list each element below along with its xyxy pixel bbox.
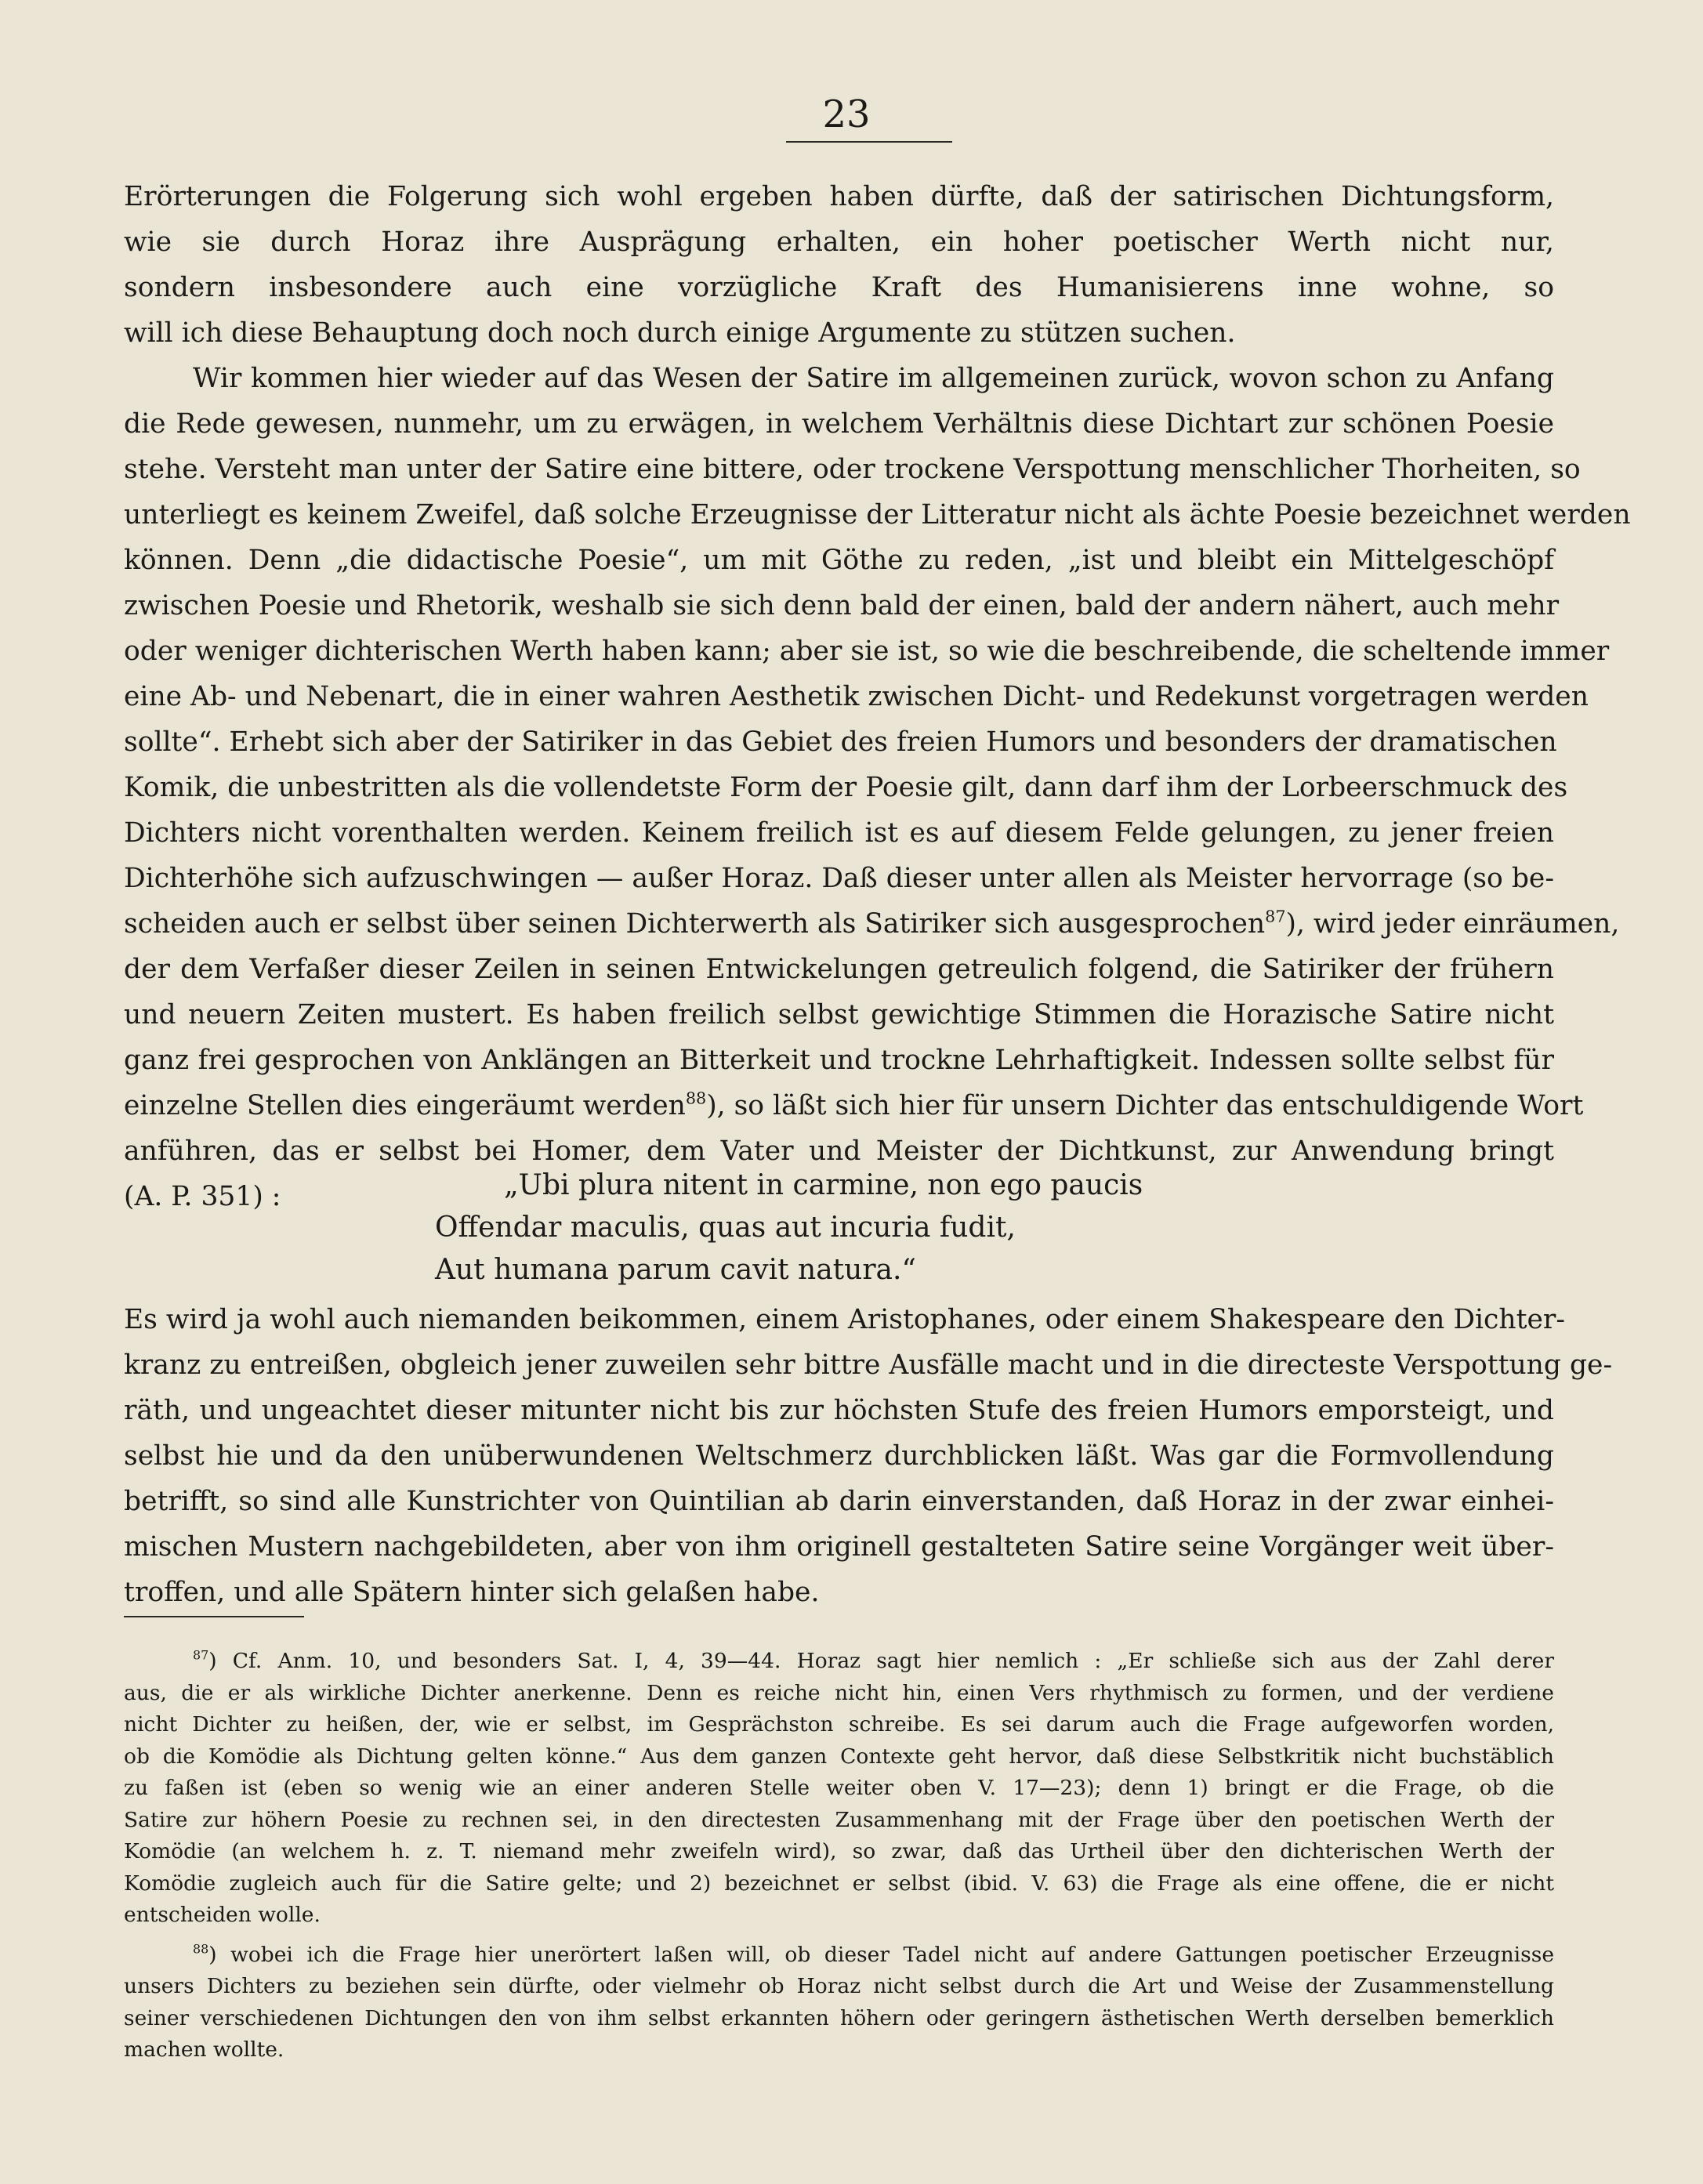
footnote-ref-88[interactable]: 88: [685, 1088, 707, 1108]
text-line: sollte“. Erhebt sich aber der Satiriker in das Gebiet des freien Humors und besonders der dramatischen: [124, 726, 1557, 758]
text-segment: ), so läßt sich hier für unsern Dichter das entschuldigende Wort: [706, 1090, 1584, 1121]
text-line: Dichters nicht vorenthalten werden. Keinem freilich ist es auf diesem Felde gelungen, zu jener freien: [124, 817, 1554, 849]
footnotes: [124, 1646, 1554, 2066]
quote-line: „Ubi plura nitent in carmine, non ego paucis: [504, 1169, 1143, 1201]
footnote-line: Komödie zugleich auch für die Satire gelte; und 2) bezeichnet er selbst (ibid. V. 63) die Frage als eine offene, die er nicht: [124, 1871, 1554, 1896]
footnote-line: unsers Dichters zu beziehen sein dürfte, oder vielmehr ob Horaz nicht selbst durch die Art und Weise der Zusammenstellung: [124, 1974, 1554, 1998]
footnote-line: aus, die er als wirkliche Dichter anerkenne. Denn es reiche nicht hin, einen Vers rhythmisch zu formen, und der verdiene: [124, 1680, 1554, 1705]
page-number-rule: [786, 141, 952, 143]
text-line: kranz zu entreißen, obgleich jener zuweilen sehr bittre Ausfälle macht und in die directeste Verspottung ge-: [124, 1349, 1613, 1381]
text-segment: scheiden auch er selbst über seinen Dichterwerth als Satiriker sich ausgesprochen: [124, 908, 1266, 940]
text-segment: ), wird jeder einräumen,: [1285, 908, 1620, 940]
text-line: räth, und ungeachtet dieser mitunter nicht bis zur höchsten Stufe des freien Humors emporsteigt, und: [124, 1395, 1554, 1426]
footnote-line: seiner verschiedenen Dichtungen den von ihm selbst erkannten höhern oder geringern ästhetischen Werth derselben bemerklich: [124, 2005, 1554, 2030]
text-line: die Rede gewesen, nunmehr, um zu erwägen, in welchem Verhältnis diese Dichtart zur schönen Poesie: [124, 408, 1554, 440]
footnote-ref-87[interactable]: 87: [1265, 907, 1286, 926]
text-line: troffen, und alle Spätern hinter sich gelaßen habe.: [124, 1577, 820, 1608]
text-segment: ) Cf. Anm. 10, und besonders Sat. I, 4, 39—44. Horaz sagt hier nemlich : „Er schließe sich aus der Zahl derer: [208, 1649, 1554, 1673]
text-line: betrifft, so sind alle Kunstrichter von Quintilian ab darin einverstanden, daß Horaz in der zwar einhei-: [124, 1486, 1554, 1517]
text-line: unterliegt es keinem Zweifel, daß solche Erzeugnisse der Litteratur nicht als ächte Poesie bezeichnet werden: [124, 499, 1631, 531]
text-line: Wir kommen hier wieder auf das Wesen der Satire im allgemeinen zurück, wovon schon zu Anfang: [193, 363, 1554, 394]
footnote-line: Satire zur höhern Poesie zu rechnen sei, in den directesten Zusammenhang mit der Frage über den poetischen Werth der: [124, 1807, 1554, 1832]
text-line: mischen Mustern nachgebildeten, aber von ihm originell gestalteten Satire seine Vorgänger weit über-: [124, 1531, 1554, 1563]
text-line: Erörterungen die Folgerung sich wohl ergeben haben dürfte, daß der satirischen Dichtungsform,: [124, 181, 1554, 212]
footnote-88-line: [124, 1940, 1554, 1972]
main-text-top: [124, 174, 1631, 1219]
text-line: der dem Verfaßer dieser Zeilen in seinen Entwickelungen getreulich folgend, die Satiriker der frühern: [124, 954, 1554, 985]
quote-line: Offendar maculis, quas aut incuria fudit,: [435, 1212, 1016, 1244]
text-segment: einzelne Stellen dies eingeräumt werden: [124, 1090, 686, 1121]
text-line: Es wird ja wohl auch niemanden beikommen, einem Aristophanes, oder einem Shakespeare den Dichter-: [124, 1304, 1566, 1335]
footnote-line: entscheiden wolle.: [124, 1903, 321, 1927]
text-line: Dichterhöhe sich aufzuschwingen — außer Horaz. Daß dieser unter allen als Meister hervorrage (so be-: [124, 863, 1554, 894]
text-line: (A. P. 351) :: [124, 1181, 281, 1212]
text-line: ganz frei gesprochen von Anklängen an Bitterkeit und trockne Lehrhaftigkeit. Indessen sollte selbst für: [124, 1045, 1554, 1076]
footnote-87-line: [124, 1646, 1554, 1678]
text-line: eine Ab- und Nebenart, die in einer wahren Aesthetik zwischen Dicht- und Redekunst vorgetragen werden: [124, 681, 1589, 712]
text-line: will ich diese Behauptung doch noch durch einige Argumente zu stützen suchen.: [124, 317, 1236, 349]
text-line: und neuern Zeiten mustert. Es haben freilich selbst gewichtige Stimmen die Horazische Satire nicht: [124, 999, 1554, 1030]
footnote-line: machen wollte.: [124, 2037, 284, 2062]
footnote-line: zu faßen ist (eben so wenig wie an einer anderen Stelle weiter oben V. 17—23); denn 1) bringt er die Frage, ob die: [124, 1776, 1554, 1800]
text-line: stehe. Versteht man unter der Satire eine bittere, oder trockene Verspottung menschlicher Thorheiten, so: [124, 454, 1581, 485]
footnote-mark-87: 87: [193, 1647, 209, 1663]
quote-line: Aut humana parum cavit natura.“: [435, 1254, 916, 1286]
text-line-with-ref-87: [124, 901, 1620, 947]
text-line: können. Denn „die didactische Poesie“, um mit Göthe zu reden, „ist und bleibt ein Mittelgeschöpf: [124, 545, 1554, 576]
text-line: wie sie durch Horaz ihre Ausprägung erhalten, ein hoher poetischer Werth nicht nur,: [124, 226, 1554, 258]
text-line: zwischen Poesie und Rhetorik, weshalb sie sich denn bald der einen, bald der andern nähert, auch mehr: [124, 590, 1560, 621]
text-line: Komik, die unbestritten als die vollendetste Form der Poesie gilt, dann darf ihm der Lorbeerschmuck des: [124, 772, 1568, 803]
text-line-with-ref-88: [124, 1083, 1584, 1128]
footnote-mark-88: 88: [193, 1941, 209, 1957]
footnote-line: Komödie (an welchem h. z. T. niemand mehr zweifeln wird), so zwar, daß das Urtheil über den dichterischen Werth der: [124, 1839, 1554, 1863]
footnote-line: ob die Komödie als Dichtung gelten könne.“ Aus dem ganzen Contexte geht hervor, daß diese Selbstkritik nicht buchstäblich: [124, 1744, 1554, 1769]
page-number: 23: [822, 92, 871, 136]
text-line: selbst hie und da den unüberwundenen Weltschmerz durchblicken läßt. Was gar die Formvollendung: [124, 1440, 1554, 1472]
latin-quotation: [435, 1164, 1203, 1291]
footnote-line: nicht Dichter zu heißen, der, wie er selbst, im Gesprächston schreibe. Es sei darum auch die Frage aufgeworfen worden,: [124, 1712, 1554, 1737]
text-line: anführen, das er selbst bei Homer, dem Vater und Meister der Dichtkunst, zur Anwendung bringt: [124, 1135, 1554, 1167]
main-text-bottom: [124, 1297, 1613, 1615]
text-line: oder weniger dichterischen Werth haben kann; aber sie ist, so wie die beschreibende, die scheltende immer: [124, 636, 1610, 667]
footnote-separator: [124, 1616, 304, 1617]
text-segment: ) wobei ich die Frage hier unerörtert laßen will, ob dieser Tadel nicht auf andere Gattungen poetischer Erzeugnisse: [208, 1942, 1554, 1967]
footnote-gap: [124, 1932, 1554, 1940]
text-line: sondern insbesondere auch eine vorzügliche Kraft des Humanisierens inne wohne, so: [124, 272, 1554, 303]
